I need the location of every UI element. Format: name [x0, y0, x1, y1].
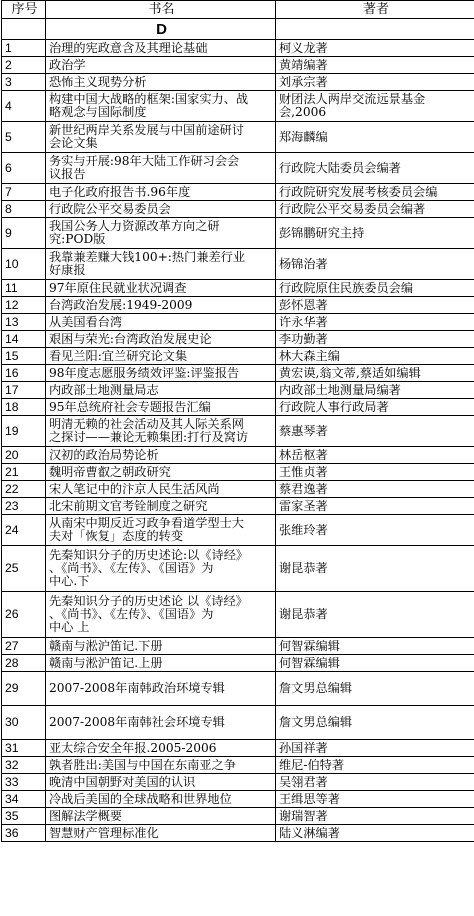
row-author: 李功勤著	[276, 331, 474, 348]
row-author: 何智霖编辑	[276, 638, 474, 655]
row-title: 电子化政府报告书.96年度	[46, 184, 276, 201]
table-row	[2, 416, 474, 447]
row-number: 26	[2, 592, 46, 638]
row-title: 从南宋中期反近习政争看道学型士大 夫对「恢复」态度的转变	[46, 515, 276, 546]
row-number: 20	[2, 447, 46, 464]
row-author: 行政院大陆委员会编著	[276, 153, 474, 184]
row-author: 柯义龙著	[276, 40, 474, 57]
row-author: 内政部土地测量局编著	[276, 382, 474, 399]
row-number: 22	[2, 481, 46, 498]
row-title: 从美国看台湾	[46, 314, 276, 331]
table-row	[2, 201, 474, 218]
row-title: 我国公务人力资源改革方向之研 究:POD版	[46, 218, 276, 249]
section-blank	[2, 19, 46, 40]
row-number: 3	[2, 74, 46, 91]
table-row	[2, 791, 474, 808]
row-author: 黄靖编著	[276, 57, 474, 74]
row-number: 11	[2, 280, 46, 297]
row-number: 18	[2, 399, 46, 416]
row-title: 务实与开展:98年大陆工作研习会会 议报告	[46, 153, 276, 184]
row-author: 张维玲著	[276, 515, 474, 546]
row-author: 谢昆恭著	[276, 546, 474, 592]
row-number: 13	[2, 314, 46, 331]
row-title: 台湾政治发展:1949-2009	[46, 297, 276, 314]
row-number: 21	[2, 464, 46, 481]
row-title: 先秦知识分子的历史述论:以《诗经》 、《尚书》、《左传》、《国语》为 中心.下	[46, 546, 276, 592]
row-author: 行政院原住民族委员会编	[276, 280, 474, 297]
row-title: 内政部土地测量局志	[46, 382, 276, 399]
table-row	[2, 655, 474, 672]
table-row	[2, 74, 474, 91]
table-row	[2, 774, 474, 791]
row-title: 魏明帝曹叡之朝政研究	[46, 464, 276, 481]
table-row	[2, 825, 474, 842]
row-title: 艰困与荣光:台湾政治发展史论	[46, 331, 276, 348]
table-row	[2, 757, 474, 774]
header-author: 著者	[276, 1, 474, 19]
row-number: 2	[2, 57, 46, 74]
row-number: 34	[2, 791, 46, 808]
row-title: 北宋前期文官考铨制度之研究	[46, 498, 276, 515]
row-number: 28	[2, 655, 46, 672]
row-author: 刘承宗著	[276, 74, 474, 91]
row-author: 孙国祥著	[276, 740, 474, 757]
row-author: 谢昆恭著	[276, 592, 474, 638]
row-number: 15	[2, 348, 46, 365]
table-row	[2, 249, 474, 280]
row-title: 赣南与淞沪笛记.下册	[46, 638, 276, 655]
row-title: 先秦知识分子的历史述论 以《诗经》 、《尚书》、《左传》、《国语》为 中心 上	[46, 592, 276, 638]
row-number: 31	[2, 740, 46, 757]
row-author: 彭怀恩著	[276, 297, 474, 314]
row-title: 看见兰阳:宜兰研究论文集	[46, 348, 276, 365]
header-num: 序号	[2, 1, 46, 19]
row-number: 25	[2, 546, 46, 592]
row-title: 新世纪两岸关系发展与中国前途研讨 会论文集	[46, 122, 276, 153]
row-title: 治理的宪政意含及其理论基础	[46, 40, 276, 57]
table-row	[2, 122, 474, 153]
row-author: 陆义淋编著	[276, 825, 474, 842]
row-title: 明清无赖的社会活动及其人际关系网 之探讨——兼论无赖集团:打行及窝访	[46, 416, 276, 447]
row-author: 维尼-伯特著	[276, 757, 474, 774]
table-row	[2, 280, 474, 297]
row-author: 彭锦鹏研究主持	[276, 218, 474, 249]
row-author: 詹文男总编辑	[276, 672, 474, 706]
row-number: 19	[2, 416, 46, 447]
row-number: 36	[2, 825, 46, 842]
row-title: 2007-2008年南韩政治环境专辑	[46, 672, 276, 706]
row-number: 8	[2, 201, 46, 218]
row-number: 24	[2, 515, 46, 546]
row-title: 赣南与淞沪笛记.上册	[46, 655, 276, 672]
row-number: 16	[2, 365, 46, 382]
row-number: 12	[2, 297, 46, 314]
row-title: 我靠兼差赚大钱100+:热门兼差行业 好康报	[46, 249, 276, 280]
table-row	[2, 331, 474, 348]
row-title: 政治学	[46, 57, 276, 74]
row-number: 29	[2, 672, 46, 706]
row-title: 2007-2008年南韩社会环境专辑	[46, 706, 276, 740]
row-number: 1	[2, 40, 46, 57]
row-number: 7	[2, 184, 46, 201]
row-title: 孰者胜出:美国与中国在东南亚之争	[46, 757, 276, 774]
row-number: 10	[2, 249, 46, 280]
table-row	[2, 481, 474, 498]
table-row	[2, 314, 474, 331]
row-author: 蔡惠琴著	[276, 416, 474, 447]
row-author: 林岳枢著	[276, 447, 474, 464]
table-row	[2, 592, 474, 638]
row-title: 构建中国大战略的框架:国家实力、战 略观念与国际制度	[46, 91, 276, 122]
row-author: 雷家圣著	[276, 498, 474, 515]
table-row	[2, 184, 474, 201]
row-author: 吴翎君著	[276, 774, 474, 791]
row-number: 17	[2, 382, 46, 399]
row-author: 许永华著	[276, 314, 474, 331]
row-author: 谢瑞智著	[276, 808, 474, 825]
row-author: 郑海麟编	[276, 122, 474, 153]
table-row	[2, 153, 474, 184]
header-row	[2, 1, 474, 19]
row-author: 黄宏谟,翁文蒂,蔡适如编辑	[276, 365, 474, 382]
row-author: 行政院研究发展考核委员会编	[276, 184, 474, 201]
table-row	[2, 515, 474, 546]
row-title: 95年总统府社会专题报告汇编	[46, 399, 276, 416]
table-row	[2, 638, 474, 655]
section-blank	[276, 19, 474, 40]
row-number: 6	[2, 153, 46, 184]
row-number: 33	[2, 774, 46, 791]
table-row	[2, 91, 474, 122]
row-author: 行政院公平交易委员会编著	[276, 201, 474, 218]
row-author: 行政院人事行政局著	[276, 399, 474, 416]
row-author: 蔡君逸著	[276, 481, 474, 498]
table-row	[2, 382, 474, 399]
row-author: 杨锦治著	[276, 249, 474, 280]
table-row	[2, 740, 474, 757]
row-author: 林大森主编	[276, 348, 474, 365]
row-title: 晚清中国朝野对美国的认识	[46, 774, 276, 791]
table-row	[2, 348, 474, 365]
row-number: 30	[2, 706, 46, 740]
row-title: 图解法学概要	[46, 808, 276, 825]
row-number: 14	[2, 331, 46, 348]
table-row	[2, 447, 474, 464]
table-row	[2, 40, 474, 57]
row-number: 9	[2, 218, 46, 249]
book-list-table	[1, 0, 474, 842]
row-author: 王缉思等著	[276, 791, 474, 808]
header-title: 书名	[46, 1, 276, 19]
section-row	[2, 19, 474, 40]
table-row	[2, 808, 474, 825]
row-number: 23	[2, 498, 46, 515]
table-row	[2, 297, 474, 314]
row-number: 32	[2, 757, 46, 774]
row-title: 98年度志愿服务绩效评鉴:评鉴报告	[46, 365, 276, 382]
row-title: 冷战后美国的全球战略和世界地位	[46, 791, 276, 808]
row-author: 詹文男总编辑	[276, 706, 474, 740]
table-row	[2, 57, 474, 74]
table-row	[2, 365, 474, 382]
row-number: 27	[2, 638, 46, 655]
row-title: 宋人笔记中的汴京人民生活风尚	[46, 481, 276, 498]
table-row	[2, 218, 474, 249]
table-row	[2, 546, 474, 592]
row-author: 财团法人两岸交流远景基金 会,2006	[276, 91, 474, 122]
table-row	[2, 464, 474, 481]
row-number: 5	[2, 122, 46, 153]
row-number: 4	[2, 91, 46, 122]
table-row	[2, 672, 474, 706]
row-title: 智慧财产管理标准化	[46, 825, 276, 842]
row-title: 恐怖主义现势分析	[46, 74, 276, 91]
row-number: 35	[2, 808, 46, 825]
row-title: 97年原住民就业状况调查	[46, 280, 276, 297]
row-title: 行政院公平交易委员会	[46, 201, 276, 218]
row-author: 王惟贞著	[276, 464, 474, 481]
section-letter: D	[46, 19, 276, 40]
table-row	[2, 399, 474, 416]
row-title: 汉初的政治局势论析	[46, 447, 276, 464]
table-row	[2, 706, 474, 740]
row-title: 亚太综合安全年报.2005-2006	[46, 740, 276, 757]
table-row	[2, 498, 474, 515]
row-author: 何智霖编辑	[276, 655, 474, 672]
